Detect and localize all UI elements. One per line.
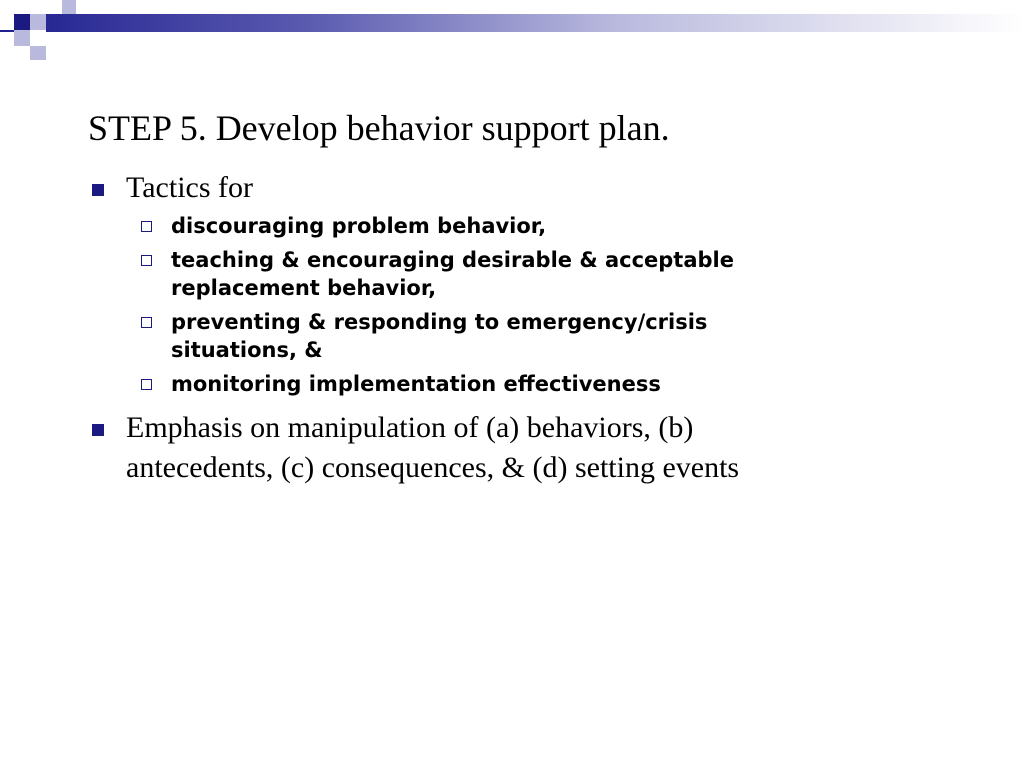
decorative-square-icon	[0, 14, 14, 30]
sub-bullet-item	[88, 370, 988, 398]
decorative-square-icon	[30, 14, 46, 30]
decorative-square-icon	[46, 0, 62, 14]
sub-bullet-item	[88, 212, 988, 240]
sub-bullet-text: preventing & responding to emergency/crisis	[171, 310, 708, 334]
decorative-square-icon	[14, 14, 30, 30]
hollow-square-bullet-icon	[141, 221, 152, 232]
sub-bullet-item	[88, 246, 988, 302]
bullet-item	[88, 408, 988, 488]
square-bullet-icon	[92, 184, 104, 196]
decorative-square-icon	[62, 0, 76, 14]
bullet-text: antecedents, (c) consequences, & (d) setting events	[126, 451, 740, 484]
decorative-square-icon	[30, 46, 46, 60]
sub-bullet-text: discouraging problem behavior,	[171, 214, 547, 238]
sub-bullet-text: teaching & encouraging desirable & acceptable	[171, 248, 734, 272]
sub-bullet-list	[88, 212, 988, 398]
hollow-square-bullet-icon	[141, 379, 152, 390]
slide-title: STEP 5. Develop behavior support plan.	[88, 108, 670, 148]
bullet-item	[88, 168, 988, 208]
bullet-list	[88, 168, 988, 488]
decorative-square-icon	[14, 30, 30, 46]
hollow-square-bullet-icon	[141, 317, 152, 328]
sub-bullet-text: replacement behavior,	[171, 276, 437, 300]
sub-bullet-text: monitoring implementation effectiveness	[171, 372, 661, 396]
square-bullet-icon	[92, 424, 104, 436]
bullet-text: Emphasis on manipulation of (a) behaviors, (b)	[126, 411, 694, 444]
decorative-header-gradient	[0, 14, 1024, 32]
hollow-square-bullet-icon	[141, 255, 152, 266]
sub-bullet-text: situations, &	[171, 338, 323, 362]
bullet-text: Tactics for	[126, 171, 254, 204]
sub-bullet-item	[88, 308, 988, 364]
decorative-square-icon	[30, 30, 46, 46]
